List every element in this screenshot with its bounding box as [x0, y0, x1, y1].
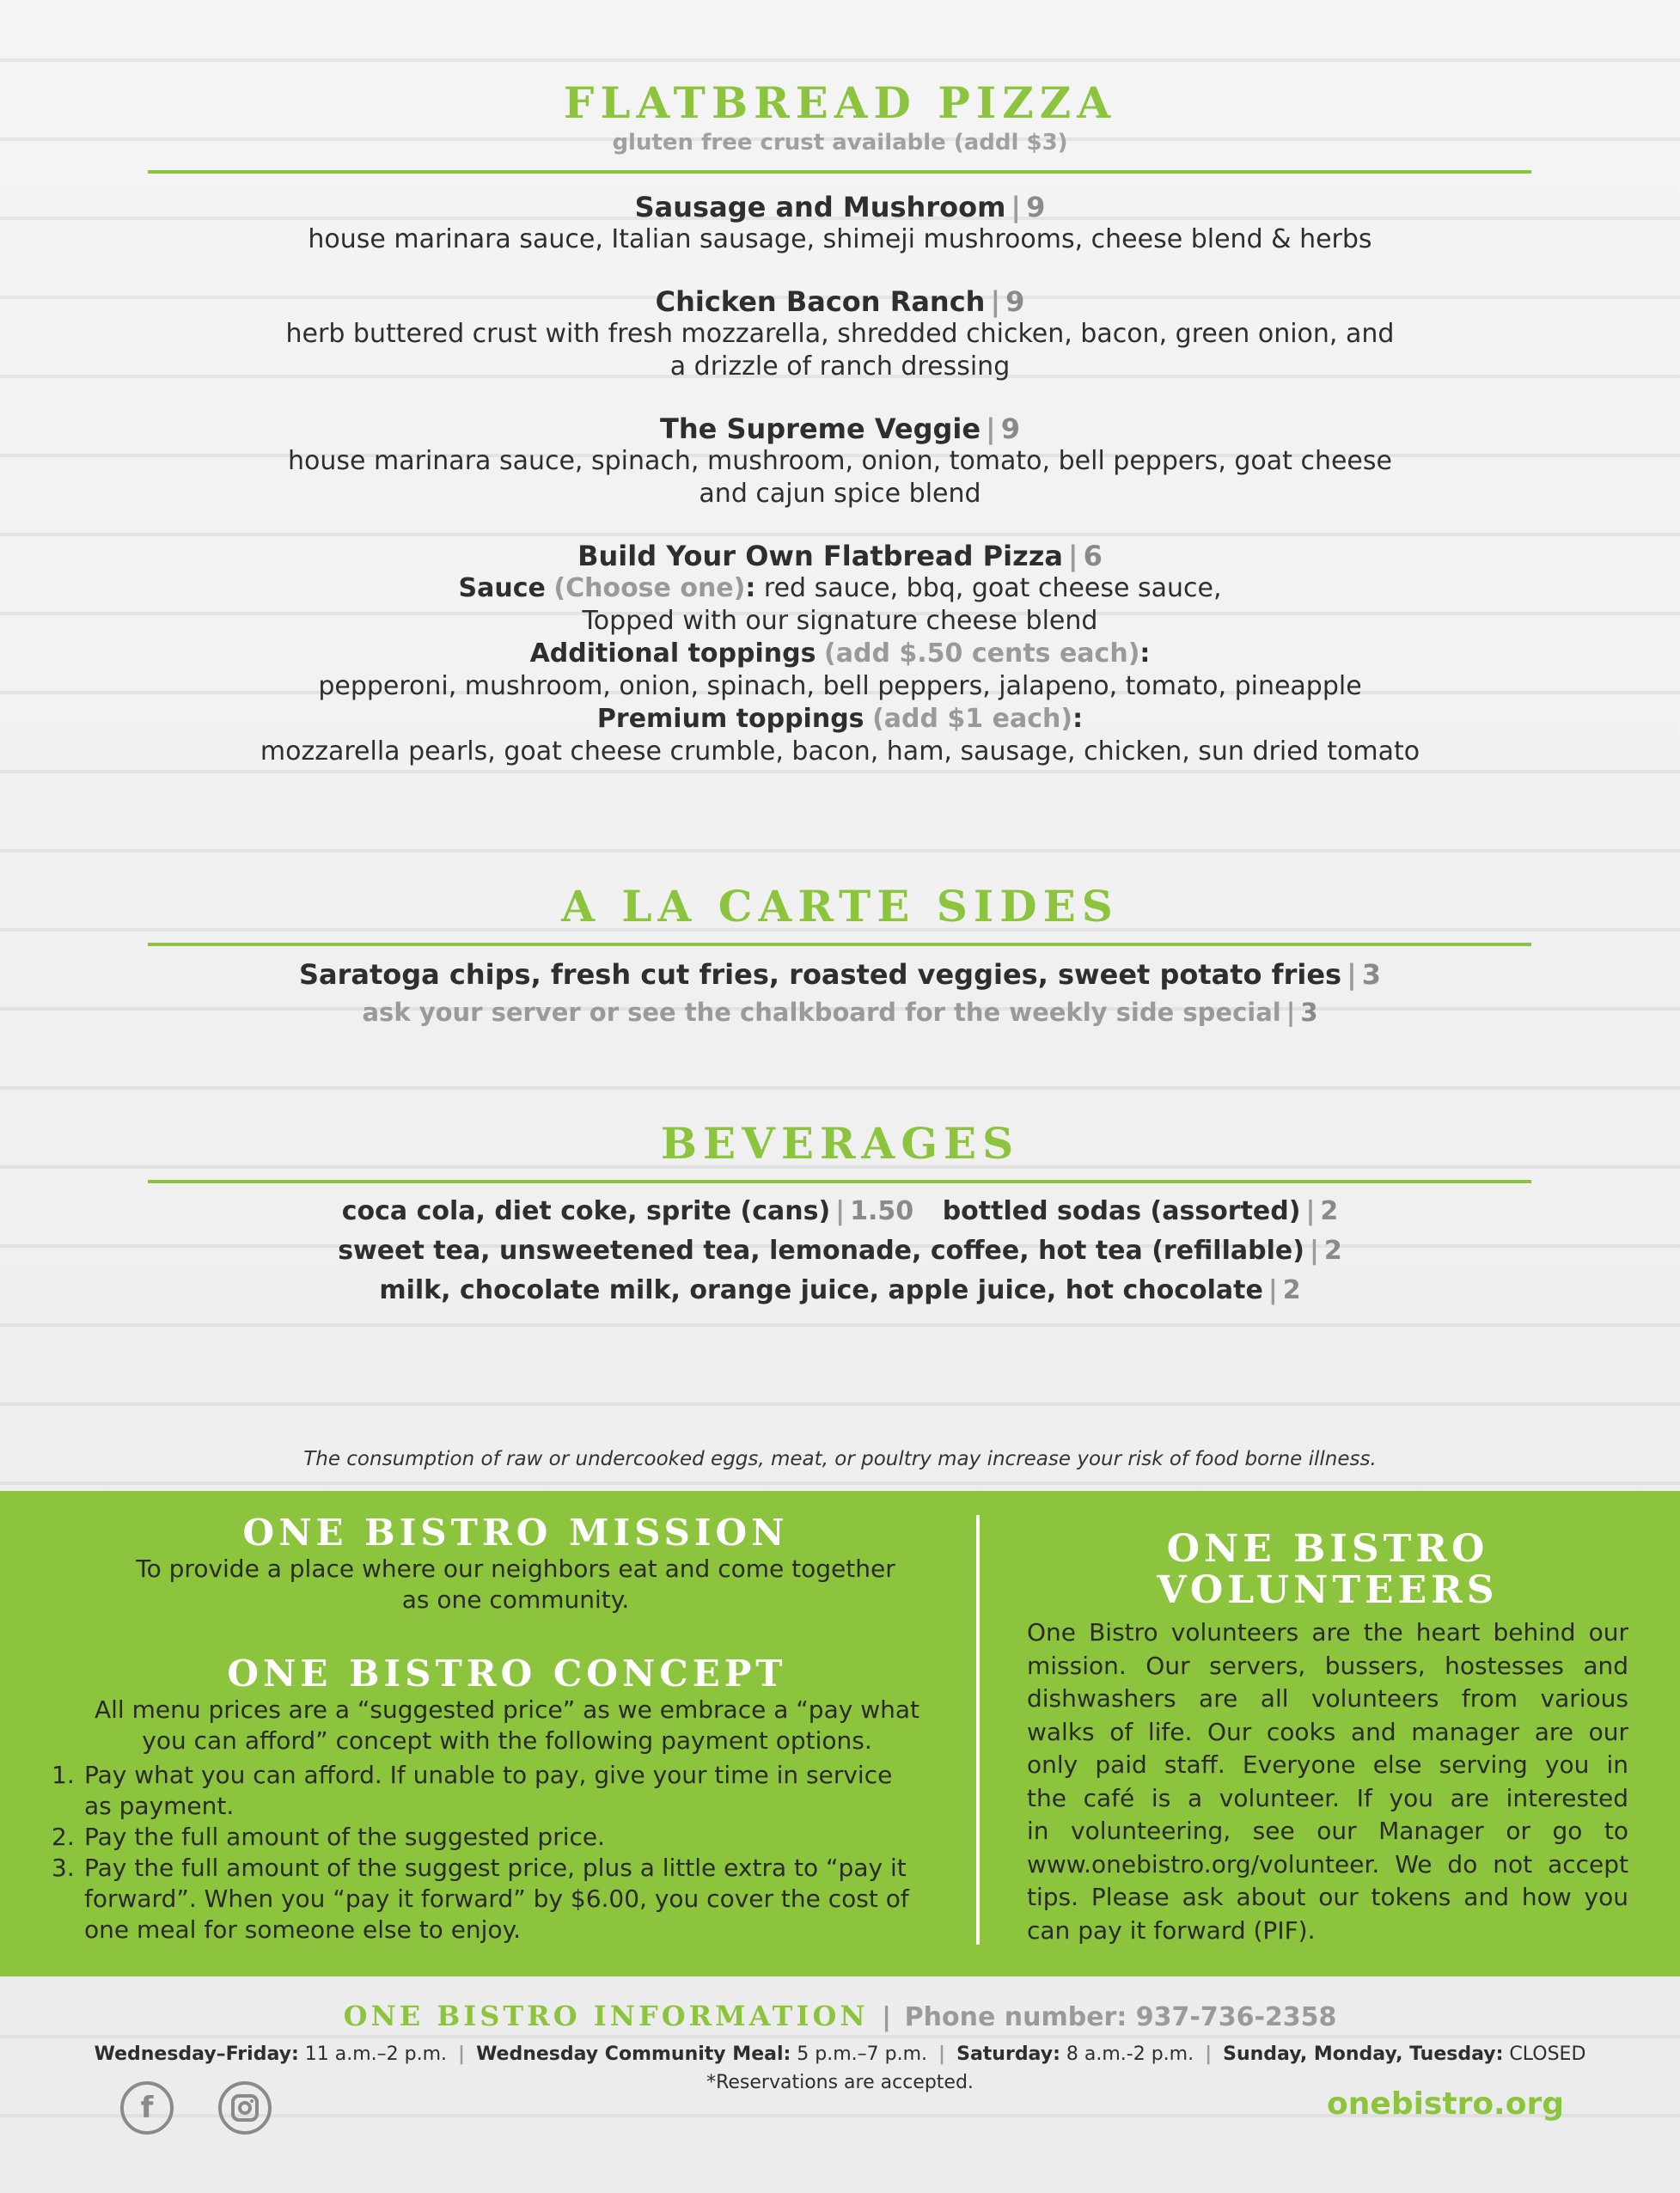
option-item: [52, 1760, 962, 1822]
option-number: 1.: [52, 1761, 75, 1789]
item-description: house marinara sauce, spinach, mushroom, onion, tomato, bell peppers, goat cheese: [288, 446, 1392, 476]
beverage-price: 1.50: [850, 1196, 914, 1226]
byo-topped: Topped with our signature cheese blend: [582, 606, 1098, 636]
option-number: 2.: [52, 1823, 75, 1851]
item-price: 9: [1005, 285, 1025, 318]
hours-label: Saturday:: [956, 2043, 1060, 2065]
hours: Wednesday–Friday: 11 a.m.–2 p.m. | Wednesday Community Meal: 5 p.m.–7 p.m. | Saturday: 8 a.m.-2 p.m. | Sunday, Monday, Tuesday: CLOSED: [94, 2043, 1586, 2065]
item-price: 9: [1000, 412, 1020, 445]
item-description: house marinara sauce, Italian sausage, shimeji mushrooms, cheese blend & herbs: [308, 224, 1372, 254]
beverage-text: bottled sodas (assorted): [942, 1196, 1301, 1226]
hours-value: 8 a.m.-2 p.m.: [1066, 2043, 1194, 2065]
concept-options: [52, 1760, 962, 1946]
beverage-row: coca cola, diet coke, sprite (cans) | 1.50 bottled sodas (assorted) | 2: [341, 1196, 1339, 1226]
pizza-rule: [148, 170, 1531, 174]
additional-options: pepperoni, mushroom, onion, spinach, bell peppers, jalapeno, tomato, pineapple: [318, 671, 1362, 701]
info-band: [0, 1491, 1680, 1976]
concept-title: ONE BISTRO CONCEPT: [227, 1652, 787, 1695]
mission-title: ONE BISTRO MISSION: [242, 1512, 789, 1554]
beverage-text: coca cola, diet coke, sprite (cans): [341, 1196, 831, 1226]
sides-title: A LA CARTE SIDES: [561, 881, 1119, 932]
premium-label: Premium toppings: [596, 704, 864, 734]
hours-label: Sunday, Monday, Tuesday:: [1223, 2043, 1504, 2065]
instagram-icon[interactable]: [218, 2081, 272, 2135]
pizza-subtitle: gluten free crust available (addl $3): [612, 130, 1068, 156]
sides-line: Saratoga chips, fresh cut fries, roasted veggies, sweet potato fries | 3: [298, 958, 1382, 991]
sides-special-text: ask your server or see the chalkboard for the weekly side special: [362, 998, 1281, 1027]
item-separator: |: [1011, 191, 1022, 223]
pizza-header: [0, 77, 1680, 156]
byo-premium: Premium toppings (add $1 each):: [596, 704, 1084, 734]
beverage-text: sweet tea, unsweetened tea, lemonade, coffee, hot tea (refillable): [338, 1236, 1304, 1266]
beverage-row: sweet tea, unsweetened tea, lemonade, coffee, hot tea (refillable) | 2: [338, 1236, 1342, 1266]
option-text-cont: forward”. When you “pay it forward” by $6.00, you cover the cost of: [84, 1885, 909, 1913]
concept-intro-cont: you can afford” concept with the following payment options.: [142, 1726, 872, 1755]
sauce-note: (Choose one): [553, 573, 746, 603]
option-text: Pay the full amount of the suggest price, plus a little extra to “pay it: [84, 1854, 907, 1882]
option-item: [52, 1822, 962, 1853]
mission-text: To provide a place where our neighbors eat and come together: [136, 1555, 895, 1583]
info-title: ONE BISTRO INFORMATION: [343, 2000, 869, 2032]
byo-additional: Additional toppings (add $.50 cents each):: [529, 638, 1151, 669]
volunteers-line: One Bistro volunteers are the heart behind our: [1027, 1618, 1628, 1646]
sauce-label: Sauce: [458, 573, 546, 603]
item-price: 6: [1083, 540, 1103, 572]
volunteers-line: walks of life. Our cooks and manager are our: [1027, 1717, 1628, 1746]
hours-value: 11 a.m.–2 p.m.: [304, 2043, 448, 2065]
sauce-options: red sauce, bbq, goat cheese sauce,: [763, 573, 1222, 603]
beverage-price: 2: [1323, 1236, 1342, 1266]
volunteers-line: the café is a volunteer. If you are interested: [1027, 1783, 1628, 1812]
volunteers-line: can pay it forward (PIF).: [1027, 1915, 1316, 1945]
sides-special-price: 3: [1300, 998, 1318, 1027]
item-separator: |: [1067, 540, 1078, 572]
byo-item: [0, 540, 1680, 768]
volunteers-text: [1027, 1616, 1628, 1947]
beverage-price: 2: [1282, 1275, 1301, 1305]
hours-label: Wednesday Community Meal:: [476, 2043, 791, 2065]
item-description-cont: and cajun spice blend: [699, 479, 981, 509]
facebook-glyph: f: [140, 2091, 154, 2125]
volunteers-line: dishwashers are all volunteers from various: [1027, 1684, 1628, 1713]
byo-sauce: Sauce (Choose one): red sauce, bbq, goat cheese sauce,: [458, 573, 1222, 603]
menu-item: [0, 191, 1680, 256]
hours-value: CLOSED: [1509, 2043, 1586, 2065]
option-item: [52, 1853, 962, 1946]
pizza-title: FLATBREAD PIZZA: [563, 77, 1117, 128]
beverage-text: milk, chocolate milk, orange juice, apple juice, hot chocolate: [379, 1275, 1263, 1305]
hours-label: Wednesday–Friday:: [94, 2043, 299, 2065]
item-description: herb buttered crust with fresh mozzarella, shredded chicken, bacon, green onion, and: [285, 319, 1395, 349]
mission-section: [69, 1512, 962, 1616]
volunteers-line: only paid staff. Everyone else serving you in: [1027, 1750, 1628, 1779]
phone-number: Phone number: 937-736-2358: [904, 2002, 1337, 2032]
item-name: Chicken Bacon Ranch: [655, 285, 986, 318]
pizza-list: [0, 191, 1680, 768]
volunteers-line: mission. Our servers, bussers, hostesses and: [1027, 1651, 1628, 1680]
concept-section: [52, 1652, 962, 1946]
sides-rule: [148, 943, 1531, 946]
item-description-cont: a drizzle of ranch dressing: [669, 351, 1011, 382]
info-footer: [0, 1998, 1680, 2096]
option-text-cont: as payment.: [84, 1792, 235, 1820]
info-header: ONE BISTRO INFORMATION | Phone number: 937-736-2358: [343, 2000, 1337, 2032]
beverages-title: BEVERAGES: [660, 1118, 1020, 1169]
item-name: Sausage and Mushroom: [634, 191, 1006, 223]
sides-text: Saratoga chips, fresh cut fries, roasted veggies, sweet potato fries: [298, 958, 1342, 991]
item-name: Build Your Own Flatbread Pizza: [577, 540, 1063, 572]
volunteers-title: ONE BISTRO: [1166, 1527, 1489, 1571]
item-separator: |: [990, 285, 1001, 318]
volunteers-title-cont: VOLUNTEERS: [1157, 1568, 1499, 1612]
beverages-list: [0, 1192, 1680, 1310]
premium-options: mozzarella pearls, goat cheese crumble, bacon, ham, sausage, chicken, sun dried tomato: [260, 736, 1420, 767]
band-divider: [976, 1515, 980, 1945]
volunteers-line: in volunteering, see our Manager or go to: [1027, 1817, 1628, 1845]
option-text: Pay the full amount of the suggested price.: [84, 1823, 606, 1851]
website-link[interactable]: onebistro.org: [1327, 2086, 1564, 2122]
beverage-price: 2: [1320, 1196, 1339, 1226]
premium-note: (add $1 each): [872, 704, 1073, 734]
reservations-note: *Reservations are accepted.: [706, 2072, 974, 2093]
mission-text-cont: as one community.: [401, 1585, 630, 1614]
additional-label: Additional toppings: [529, 638, 816, 669]
sides-special: ask your server or see the chalkboard for the weekly side special | 3: [362, 998, 1318, 1027]
menu-item: [0, 412, 1680, 510]
hours-value: 5 p.m.–7 p.m.: [797, 2043, 928, 2065]
menu-item: [0, 285, 1680, 383]
option-text-cont: one meal for someone else to enjoy.: [84, 1915, 522, 1944]
volunteers-line: www.onebistro.org/volunteer. We do not accept: [1027, 1849, 1628, 1878]
item-price: 9: [1026, 191, 1046, 223]
option-number: 3.: [52, 1854, 75, 1882]
concept-intro: All menu prices are a “suggested price” as we embrace a “pay what: [95, 1695, 919, 1724]
item-separator: |: [986, 412, 996, 445]
instagram-glyph: [230, 2093, 260, 2123]
beverages-rule: [148, 1180, 1531, 1183]
option-text: Pay what you can afford. If unable to pay, give your time in service: [84, 1761, 893, 1789]
sides-price: 3: [1361, 958, 1382, 991]
facebook-icon[interactable]: [120, 2081, 174, 2135]
volunteers-section: [1027, 1529, 1628, 1947]
beverage-row: milk, chocolate milk, orange juice, apple juice, hot chocolate | 2: [379, 1275, 1301, 1305]
food-disclaimer: The consumption of raw or undercooked eggs, meat, or poultry may increase your risk of food borne illness.: [303, 1448, 1377, 1470]
additional-note: (add $.50 cents each): [824, 638, 1140, 669]
item-name: The Supreme Veggie: [659, 412, 981, 445]
sides-list: [0, 956, 1680, 1031]
volunteers-line: tips. Please ask about our tokens and how you: [1027, 1883, 1628, 1911]
